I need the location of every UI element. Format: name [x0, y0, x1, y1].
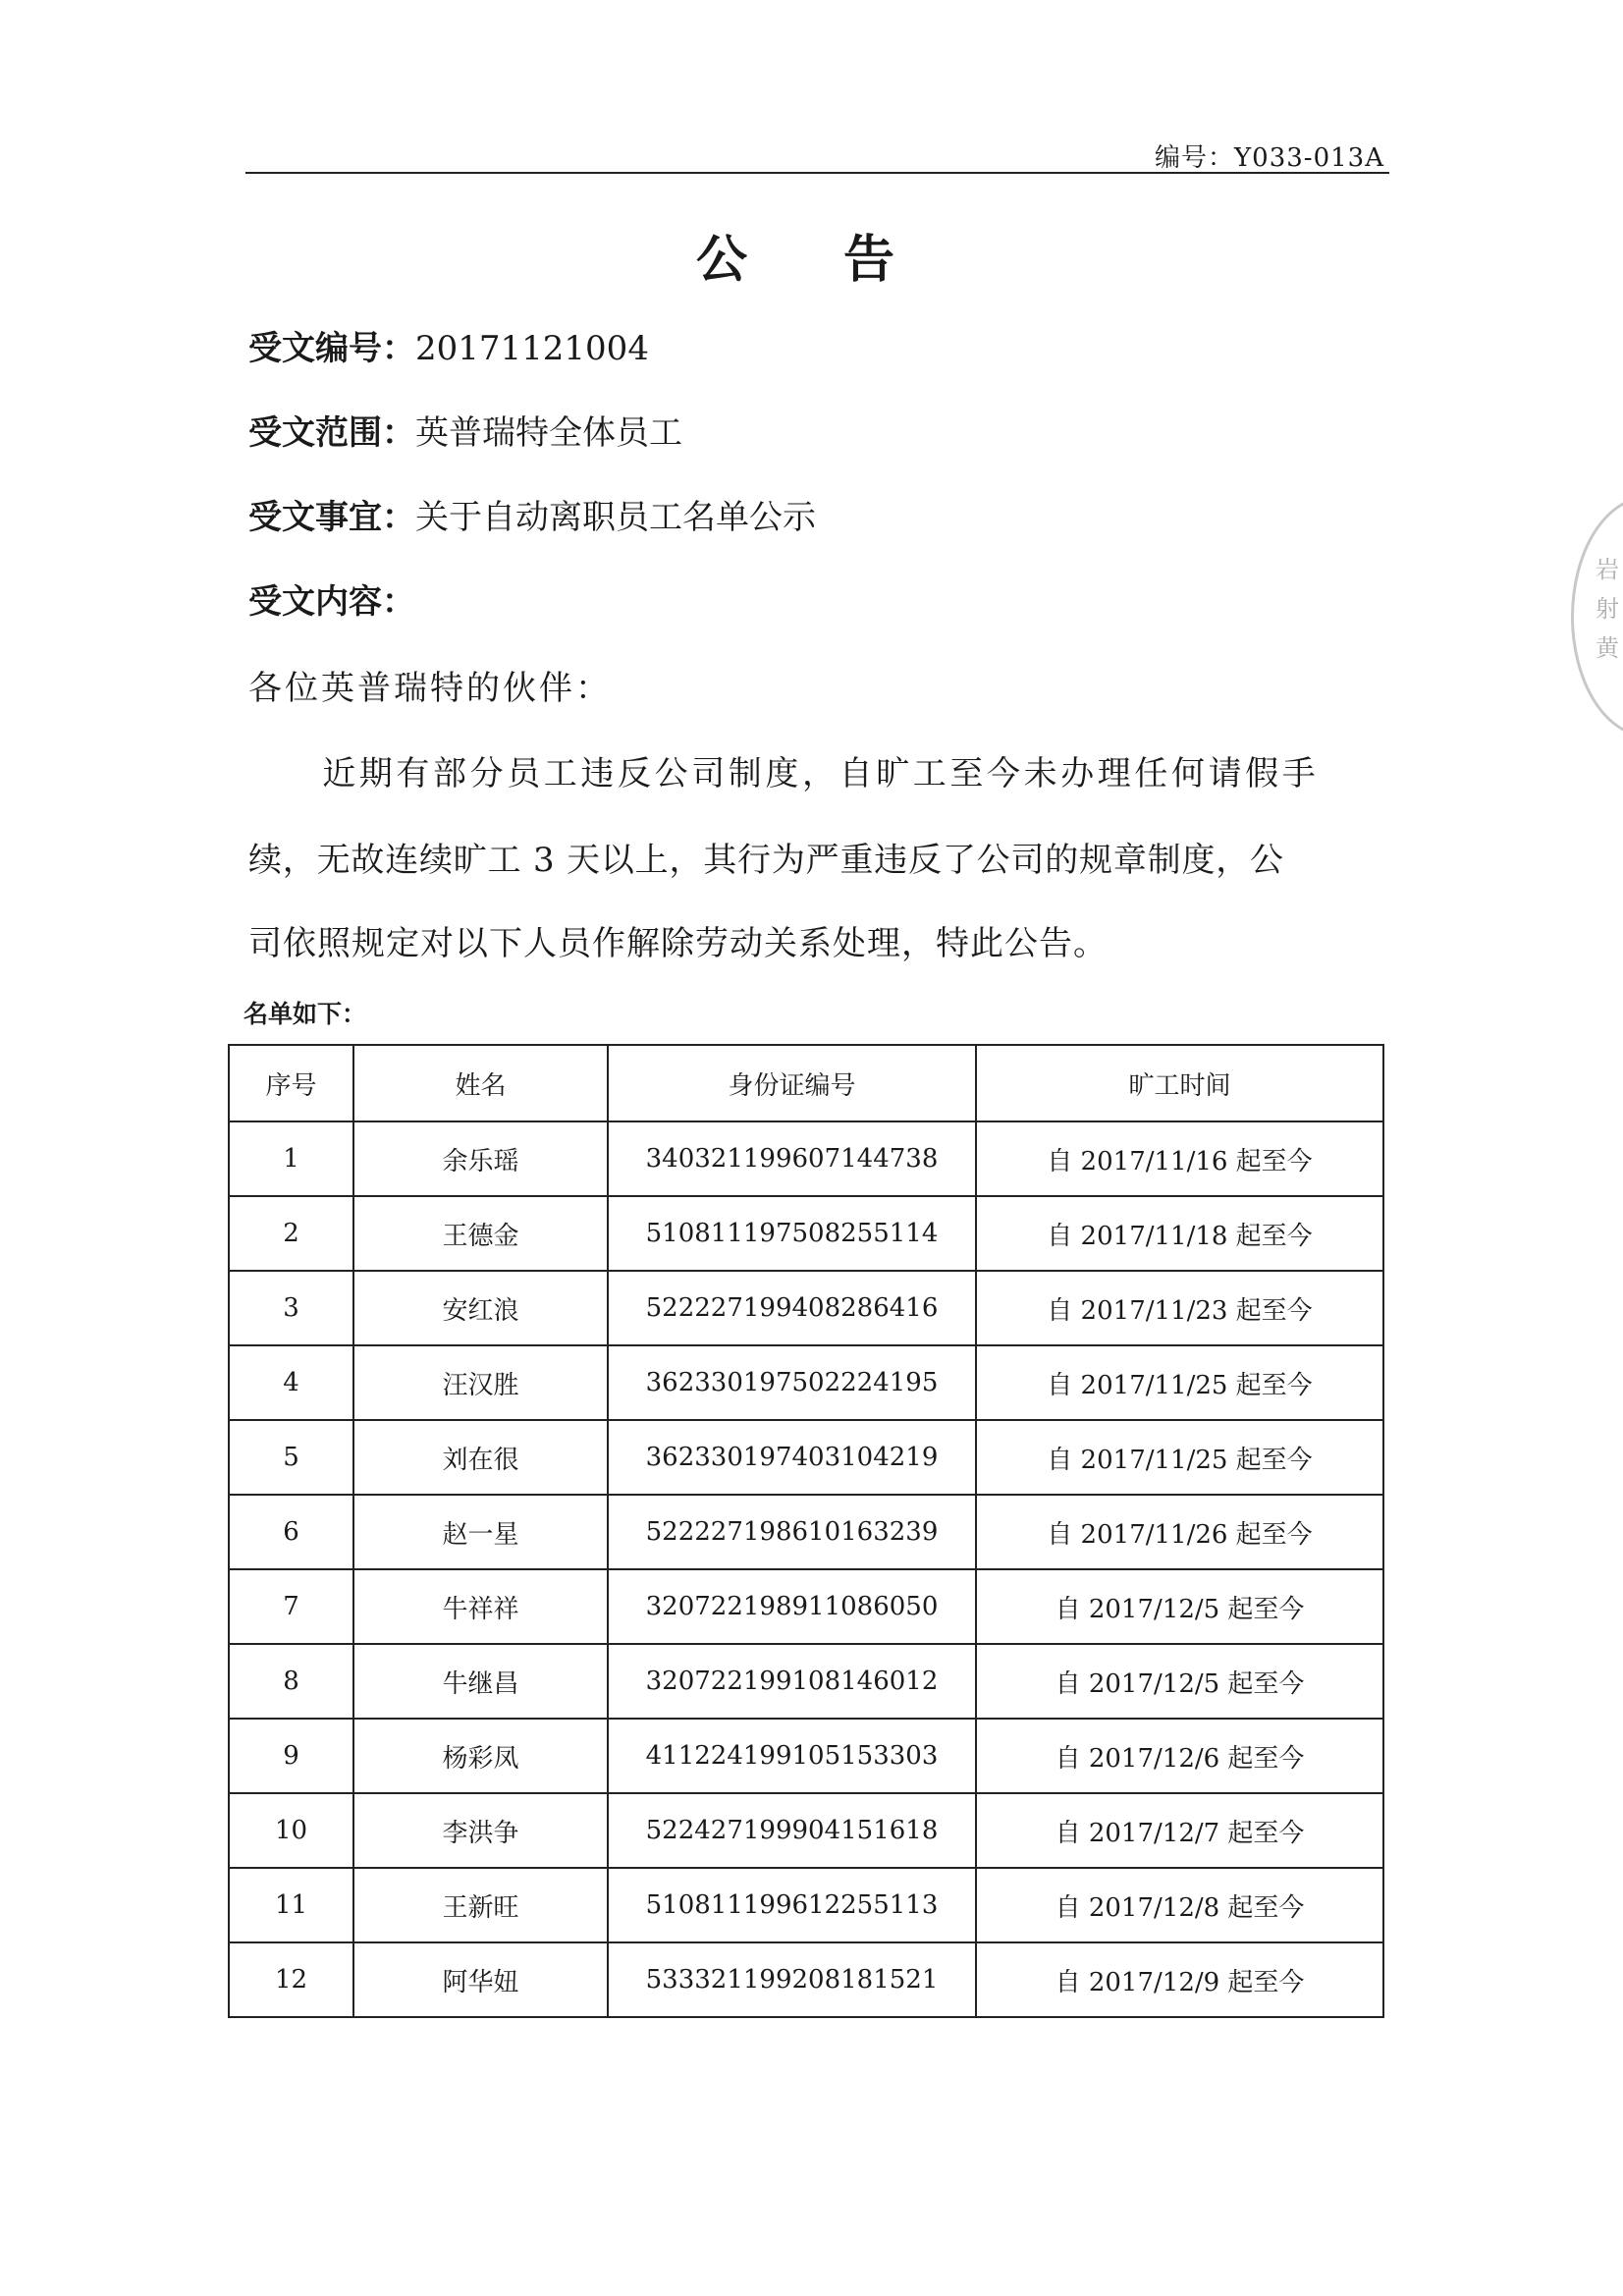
- header-name: 姓名: [353, 1045, 608, 1121]
- cell-id-number: 510811197508255114: [608, 1196, 976, 1271]
- doc-number-value: 20171121004: [415, 329, 649, 368]
- salutation: 各位英普瑞特的伙伴：: [248, 669, 612, 708]
- cell-absence-period: 自 2017/11/26 起至今: [976, 1495, 1383, 1569]
- header-rule: [245, 172, 1389, 174]
- cell-index: 7: [229, 1569, 353, 1644]
- cell-id-number: 362330197403104219: [608, 1420, 976, 1495]
- cell-name: 余乐瑶: [353, 1121, 608, 1196]
- content-label: 受文内容：: [248, 582, 415, 622]
- subject-field: [248, 490, 816, 538]
- cell-name: 牛继昌: [353, 1644, 608, 1719]
- cell-id-number: 320722199108146012: [608, 1644, 976, 1719]
- seal-stamp-text: 岩 射 黄: [1596, 556, 1619, 662]
- scope-label: 受文范围：: [248, 413, 415, 453]
- cell-id-number: 522227198610163239: [608, 1495, 976, 1569]
- page-title: 公 告: [695, 231, 935, 290]
- cell-name: 牛祥祥: [353, 1569, 608, 1644]
- cell-name: 刘在很: [353, 1420, 608, 1495]
- cell-index: 6: [229, 1495, 353, 1569]
- doc-number-field: [248, 321, 649, 369]
- cell-index: 11: [229, 1868, 353, 1942]
- list-label: 名单如下：: [243, 1000, 367, 1028]
- cell-index: 9: [229, 1719, 353, 1793]
- subject-value: 关于自动离职员工名单公示: [415, 498, 816, 537]
- cell-name: 李洪争: [353, 1793, 608, 1868]
- cell-id-number: 340321199607144738: [608, 1121, 976, 1196]
- cell-absence-period: 自 2017/12/5 起至今: [976, 1569, 1383, 1644]
- cell-name: 阿华妞: [353, 1942, 608, 2017]
- body-line-1: 近期有部分员工违反公司制度，自旷工至今未办理任何请假手: [248, 754, 1320, 793]
- scope-field: [248, 406, 682, 454]
- cell-index: 5: [229, 1420, 353, 1495]
- cell-id-number: 522227199408286416: [608, 1271, 976, 1345]
- cell-absence-period: 自 2017/11/23 起至今: [976, 1271, 1383, 1345]
- table-row: [229, 1495, 1383, 1569]
- table-row: [229, 1569, 1383, 1644]
- cell-id-number: 362330197502224195: [608, 1345, 976, 1420]
- cell-index: 10: [229, 1793, 353, 1868]
- table-row: [229, 1420, 1383, 1495]
- cell-id-number: 522427199904151618: [608, 1793, 976, 1868]
- cell-name: 王德金: [353, 1196, 608, 1271]
- cell-absence-period: 自 2017/11/16 起至今: [976, 1121, 1383, 1196]
- doc-number-label: 受文编号：: [248, 329, 415, 368]
- header-index: 序号: [229, 1045, 353, 1121]
- table-row: [229, 1942, 1383, 2017]
- cell-index: 8: [229, 1644, 353, 1719]
- subject-label: 受文事宜：: [248, 498, 415, 537]
- cell-index: 1: [229, 1121, 353, 1196]
- cell-absence-period: 自 2017/12/7 起至今: [976, 1793, 1383, 1868]
- scope-value: 英普瑞特全体员工: [415, 413, 682, 453]
- table-row: [229, 1868, 1383, 1942]
- header-absence-period: 旷工时间: [976, 1045, 1383, 1121]
- cell-index: 4: [229, 1345, 353, 1420]
- cell-name: 赵一星: [353, 1495, 608, 1569]
- cell-absence-period: 自 2017/12/5 起至今: [976, 1644, 1383, 1719]
- table-row: [229, 1196, 1383, 1271]
- cell-absence-period: 自 2017/11/18 起至今: [976, 1196, 1383, 1271]
- content-field: [248, 574, 415, 623]
- body-line-3: 司依照规定对以下人员作解除劳动关系处理，特此公告。: [248, 924, 1108, 963]
- header-id-number: 身份证编号: [608, 1045, 976, 1121]
- cell-index: 2: [229, 1196, 353, 1271]
- cell-absence-period: 自 2017/12/8 起至今: [976, 1868, 1383, 1942]
- cell-name: 杨彩凤: [353, 1719, 608, 1793]
- table-row: [229, 1345, 1383, 1420]
- body-line-2: 续，无故连续旷工 3 天以上，其行为严重违反了公司的规章制度，公: [248, 841, 1284, 880]
- table-row: [229, 1271, 1383, 1345]
- cell-index: 12: [229, 1942, 353, 2017]
- cell-id-number: 411224199105153303: [608, 1719, 976, 1793]
- cell-id-number: 510811199612255113: [608, 1868, 976, 1942]
- cell-name: 王新旺: [353, 1868, 608, 1942]
- cell-name: 安红浪: [353, 1271, 608, 1345]
- cell-absence-period: 自 2017/12/6 起至今: [976, 1719, 1383, 1793]
- table-header-row: [229, 1045, 1383, 1121]
- doc-number: 编号：Y033-013A: [1155, 143, 1384, 173]
- table-row: [229, 1719, 1383, 1793]
- cell-id-number: 320722198911086050: [608, 1569, 976, 1644]
- table-row: [229, 1121, 1383, 1196]
- cell-absence-period: 自 2017/12/9 起至今: [976, 1942, 1383, 2017]
- cell-absence-period: 自 2017/11/25 起至今: [976, 1420, 1383, 1495]
- cell-absence-period: 自 2017/11/25 起至今: [976, 1345, 1383, 1420]
- table-row: [229, 1793, 1383, 1868]
- cell-id-number: 533321199208181521: [608, 1942, 976, 2017]
- cell-index: 3: [229, 1271, 353, 1345]
- cell-name: 汪汉胜: [353, 1345, 608, 1420]
- roster-table: [228, 1044, 1384, 2018]
- table-row: [229, 1644, 1383, 1719]
